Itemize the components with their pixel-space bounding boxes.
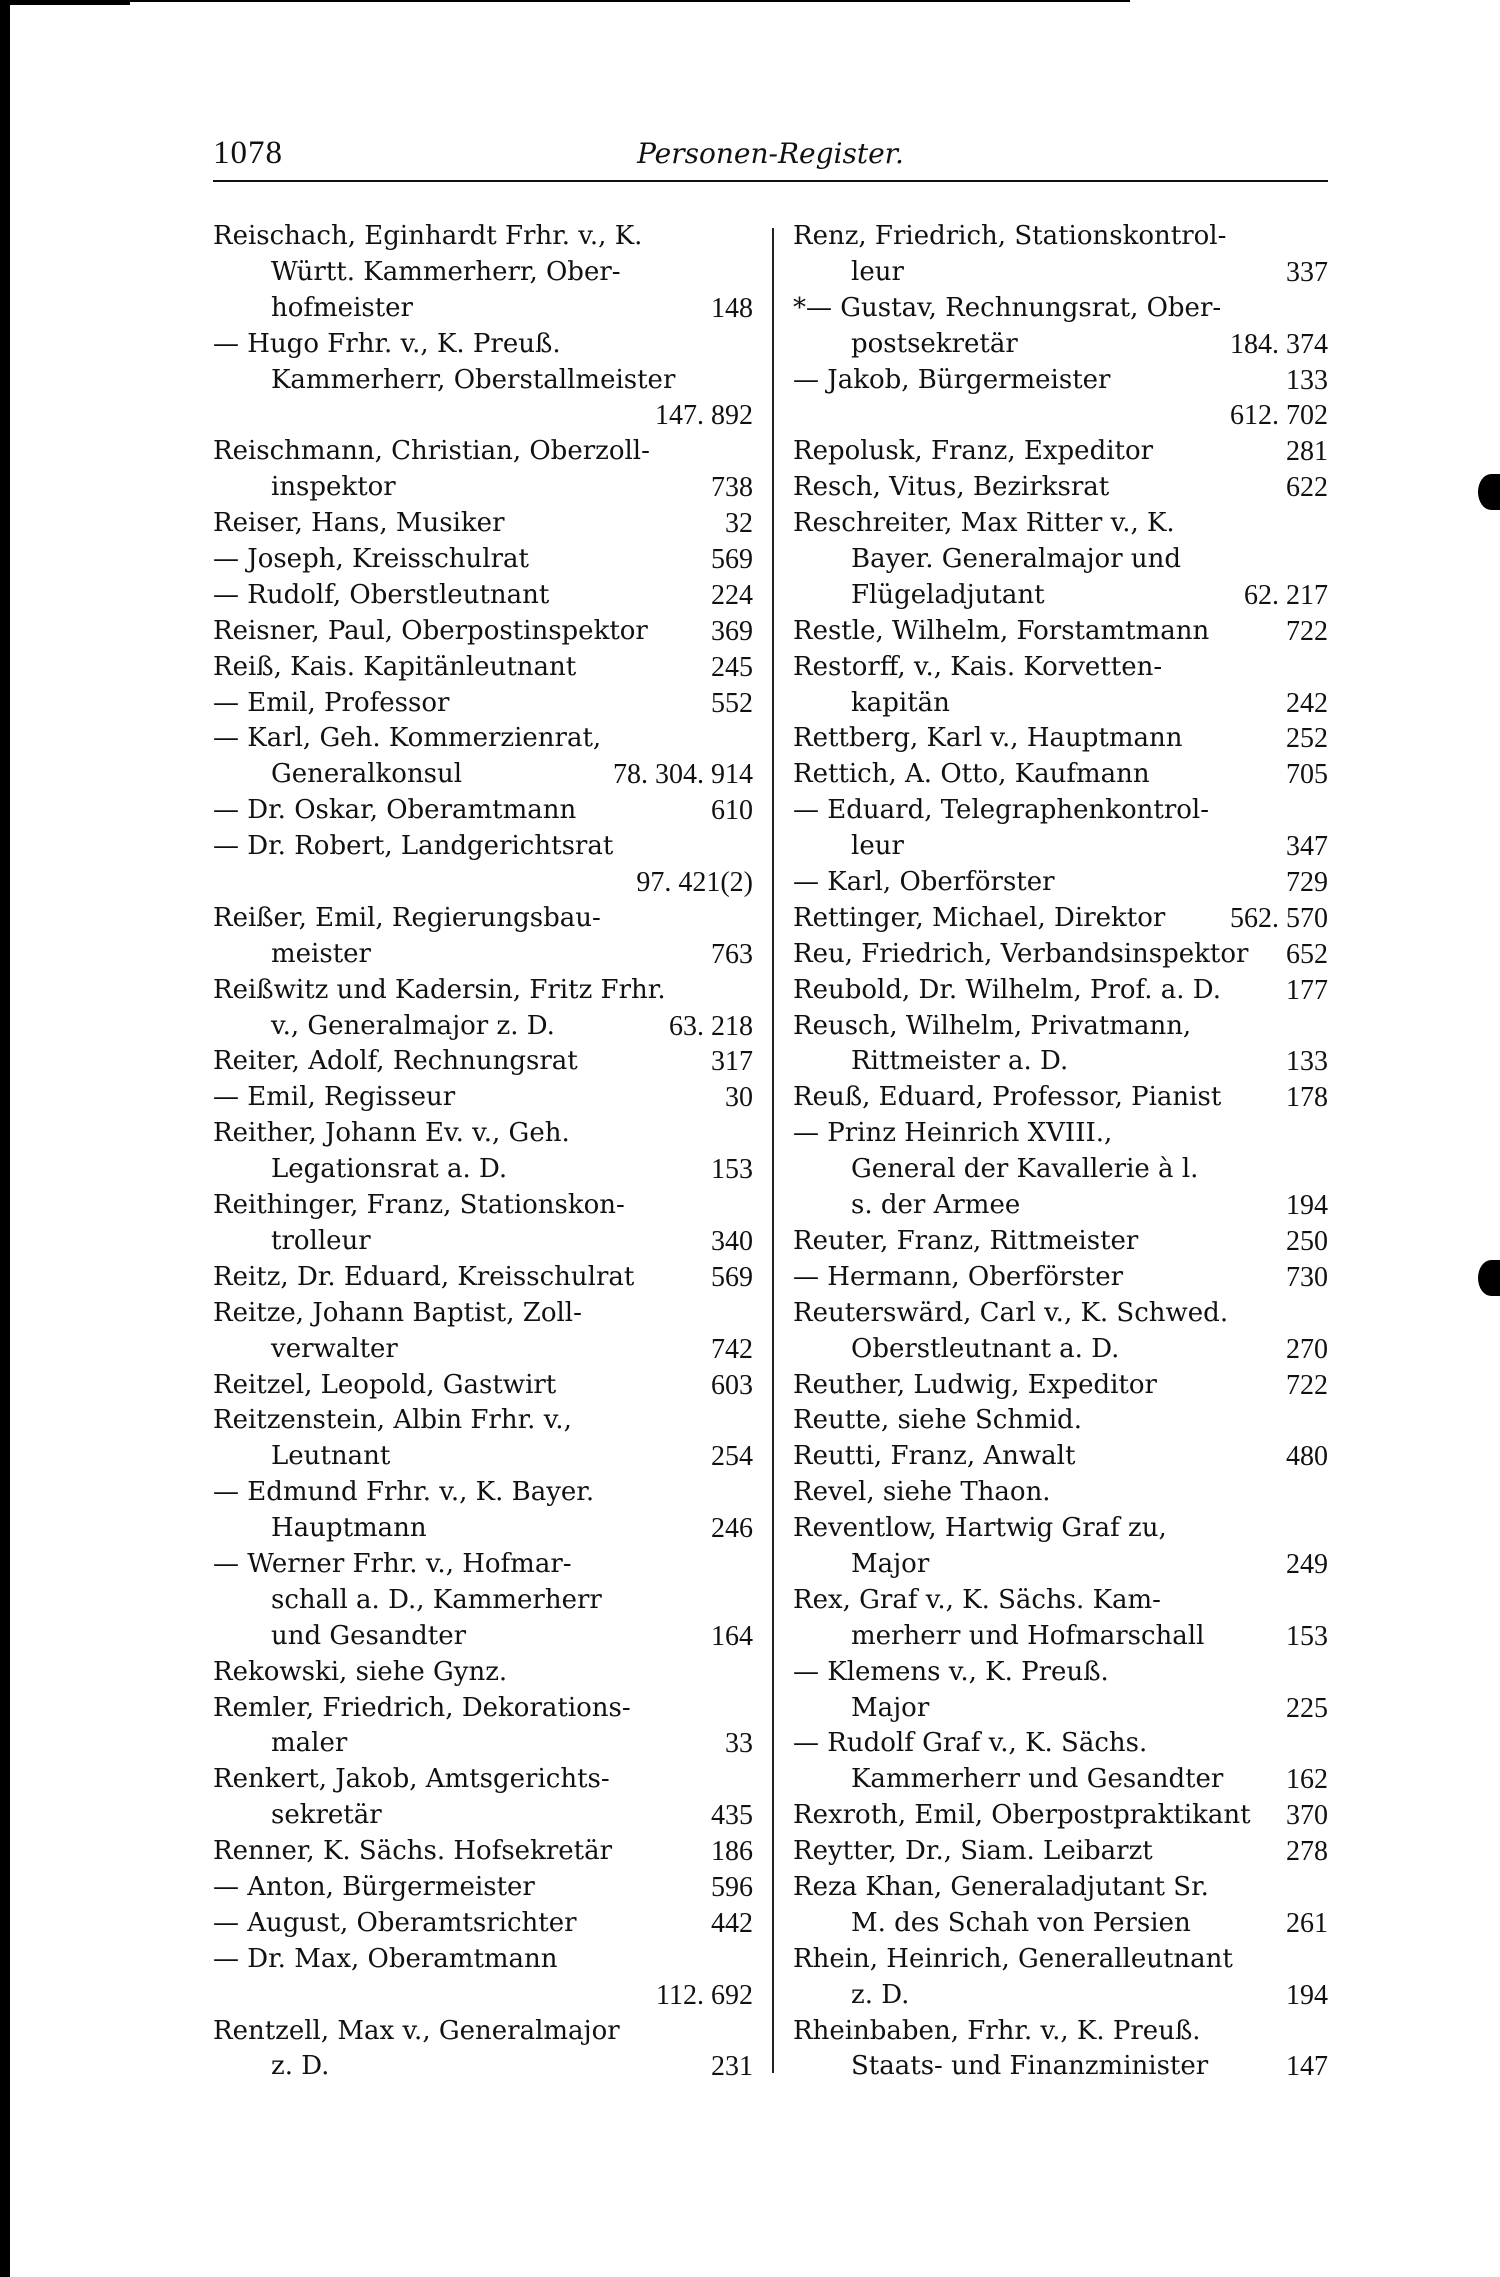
entry-text: Reventlow, Hartwig Graf zu, xyxy=(793,1513,1167,1544)
index-entry-line xyxy=(793,363,1328,399)
entry-text: postsekretär xyxy=(851,328,1018,359)
entry-text: Reytter, Dr., Siam. Leibarzt xyxy=(793,1836,1153,1867)
entry-text: Rentzell, Max v., Generalmajor xyxy=(213,2015,620,2046)
entry-text: General der Kavallerie à l. xyxy=(851,1154,1199,1185)
page-reference: 722 xyxy=(1286,615,1328,647)
entry-text: Major xyxy=(851,1692,930,1723)
entry-text: Revel, siehe Thaon. xyxy=(793,1477,1051,1508)
page-reference: 261 xyxy=(1286,1907,1328,1939)
index-entry-line xyxy=(213,1834,753,1870)
entry-text: sekretär xyxy=(271,1800,382,1831)
entry-text: hofmeister xyxy=(271,292,413,323)
entry-text: Rheinbaben, Frhr. v., K. Preuß. xyxy=(793,2015,1201,2046)
index-entry-line xyxy=(213,1260,753,1296)
index-entry-line xyxy=(213,793,753,829)
index-entry-continuation xyxy=(793,829,1328,865)
entry-text: Reutte, siehe Schmid. xyxy=(793,1405,1082,1436)
entry-text: — Hugo Frhr. v., K. Preuß. xyxy=(213,328,561,359)
entry-text: Reuther, Ludwig, Expeditor xyxy=(793,1369,1157,1400)
entry-text: Kammerherr und Gesandter xyxy=(851,1764,1224,1795)
index-entry-line xyxy=(793,650,1328,686)
entry-text: — Emil, Regisseur xyxy=(213,1082,456,1113)
index-entry-line xyxy=(213,1655,753,1691)
index-entry-line xyxy=(793,1439,1328,1475)
entry-text: — Anton, Bürgermeister xyxy=(213,1871,535,1902)
punch-hole-mark xyxy=(1478,1260,1500,1296)
index-entry-line xyxy=(213,1691,753,1727)
index-entry-line xyxy=(793,434,1328,470)
page-reference: 281 xyxy=(1286,436,1328,468)
entry-text: merherr und Hofmarschall xyxy=(851,1620,1205,1651)
entry-text: — Dr. Oskar, Oberamtmann xyxy=(213,795,577,826)
index-entry-line xyxy=(213,542,753,578)
entry-text: — Rudolf, Oberstleutnant xyxy=(213,579,550,610)
entry-text: Restle, Wilhelm, Forstamtmann xyxy=(793,615,1210,646)
page-reference: 250 xyxy=(1286,1225,1328,1257)
index-entry-continuation xyxy=(793,327,1328,363)
entry-text: Legationsrat a. D. xyxy=(271,1154,508,1185)
entry-text: — Dr. Max, Oberamtmann xyxy=(213,1943,558,1974)
index-entry-line xyxy=(793,1834,1328,1870)
index-entry-continuation xyxy=(793,1188,1328,1224)
index-entry-line xyxy=(793,1368,1328,1404)
page-reference: 317 xyxy=(711,1046,753,1078)
index-entry-line xyxy=(793,973,1328,1009)
index-entry-line xyxy=(213,1475,753,1511)
page-reference: 370 xyxy=(1286,1800,1328,1832)
index-entry-continuation xyxy=(793,542,1328,578)
index-column-right xyxy=(793,219,1328,2085)
page-reference: 245 xyxy=(711,651,753,683)
index-entry-line xyxy=(793,1009,1328,1045)
page-reference: 33 xyxy=(725,1728,753,1760)
entry-text: — Eduard, Telegraphenkontrol- xyxy=(793,795,1210,826)
page-reference: 186 xyxy=(711,1836,753,1868)
page-reference: 148 xyxy=(711,292,753,324)
page-reference: 705 xyxy=(1286,759,1328,791)
entry-text: — Jakob, Bürgermeister xyxy=(793,364,1111,395)
index-entry-continuation xyxy=(213,1332,753,1368)
page-reference: 242 xyxy=(1286,687,1328,719)
entry-text: Repolusk, Franz, Expeditor xyxy=(793,436,1154,467)
index-entry-line xyxy=(793,937,1328,973)
page-reference: 652 xyxy=(1286,938,1328,970)
entry-text: inspektor xyxy=(271,472,396,503)
entry-text: Reitzenstein, Albin Frhr. v., xyxy=(213,1405,572,1436)
page-reference: 347 xyxy=(1286,831,1328,863)
punch-hole-mark xyxy=(1478,474,1500,510)
index-entry-line xyxy=(793,1511,1328,1547)
index-entry-continuation xyxy=(213,398,753,434)
entry-text: Hauptmann xyxy=(271,1513,427,1544)
entry-text: Reiter, Adolf, Rechnungsrat xyxy=(213,1046,578,1077)
index-entry-line xyxy=(213,2014,753,2050)
index-entry-line xyxy=(213,578,753,614)
index-entry-continuation xyxy=(213,1798,753,1834)
page-reference: 562. 570 xyxy=(1230,902,1328,934)
entry-text: Reitze, Johann Baptist, Zoll- xyxy=(213,1297,582,1328)
entry-text: Rettich, A. Otto, Kaufmann xyxy=(793,759,1150,790)
page-reference: 569 xyxy=(711,1261,753,1293)
index-entry-line xyxy=(793,219,1328,255)
page-reference: 97. 421(2) xyxy=(636,867,753,899)
page-reference: 231 xyxy=(711,2051,753,2083)
page-reference: 133 xyxy=(1286,1046,1328,1078)
entry-text: Kammerherr, Oberstallmeister xyxy=(271,364,676,395)
scan-border-top xyxy=(0,0,130,5)
entry-text: leur xyxy=(851,831,904,862)
entry-text: z. D. xyxy=(271,2051,330,2082)
entry-text: leur xyxy=(851,256,904,287)
index-entry-line xyxy=(213,1942,753,1978)
column-separator xyxy=(772,228,774,2073)
index-entry-line xyxy=(793,1080,1328,1116)
page-reference: 270 xyxy=(1286,1333,1328,1365)
entry-text: Reusch, Wilhelm, Privatmann, xyxy=(793,1010,1192,1041)
entry-text: — Karl, Geh. Kommerzienrat, xyxy=(213,723,602,754)
entry-text: Reischmann, Christian, Oberzoll- xyxy=(213,436,650,467)
index-entry-continuation xyxy=(213,757,753,793)
index-entry-line xyxy=(793,721,1328,757)
index-entry-continuation xyxy=(213,1583,753,1619)
index-entry-continuation xyxy=(213,1152,753,1188)
page-reference: 722 xyxy=(1286,1369,1328,1401)
entry-text: — Werner Frhr. v., Hofmar- xyxy=(213,1548,572,1579)
entry-text: — Emil, Professor xyxy=(213,687,450,718)
entry-text: Rittmeister a. D. xyxy=(851,1046,1069,1077)
entry-text: — Dr. Robert, Landgerichtsrat xyxy=(213,831,614,862)
entry-text: Rex, Graf v., K. Sächs. Kam- xyxy=(793,1584,1161,1615)
entry-text: Reiser, Hans, Musiker xyxy=(213,508,505,539)
page-reference: 224 xyxy=(711,579,753,611)
index-entry-continuation xyxy=(793,1906,1328,1942)
index-entry-line xyxy=(213,219,753,255)
entry-text: Major xyxy=(851,1548,930,1579)
entry-text: — Klemens v., K. Preuß. xyxy=(793,1656,1109,1687)
entry-text: s. der Armee xyxy=(851,1190,1021,1221)
page-reference: 147 xyxy=(1286,2051,1328,2083)
index-entry-continuation xyxy=(213,2049,753,2085)
index-entry-line xyxy=(793,865,1328,901)
page-reference: 480 xyxy=(1286,1441,1328,1473)
page-reference: 30 xyxy=(725,1082,753,1114)
index-entry-continuation xyxy=(213,937,753,973)
page-reference: 164 xyxy=(711,1620,753,1652)
index-entry-continuation xyxy=(213,470,753,506)
index-entry-line xyxy=(793,1726,1328,1762)
index-entry-line xyxy=(213,434,753,470)
entry-text: Reza Khan, Generaladjutant Sr. xyxy=(793,1871,1209,1902)
page-reference: 278 xyxy=(1286,1836,1328,1868)
entry-text: verwalter xyxy=(271,1333,398,1364)
page-reference: 177 xyxy=(1286,974,1328,1006)
index-entry-line xyxy=(793,793,1328,829)
index-entry-line xyxy=(213,1044,753,1080)
index-entry-continuation xyxy=(213,1224,753,1260)
index-entry-line xyxy=(793,901,1328,937)
index-entry-continuation xyxy=(213,1511,753,1547)
entry-text: maler xyxy=(271,1728,348,1759)
page-reference: 369 xyxy=(711,615,753,647)
index-entry-continuation xyxy=(793,1978,1328,2014)
page-reference: 622 xyxy=(1286,472,1328,504)
index-entry-continuation xyxy=(213,1009,753,1045)
index-entry-line xyxy=(793,1798,1328,1834)
scan-border-left xyxy=(0,0,10,2277)
page-reference: 612. 702 xyxy=(1230,400,1328,432)
page-reference: 337 xyxy=(1286,256,1328,288)
running-title: Personen-Register. xyxy=(637,137,904,170)
index-entry-line xyxy=(213,1547,753,1583)
entry-text: Reiß, Kais. Kapitänleutnant xyxy=(213,651,577,682)
page-reference: 340 xyxy=(711,1225,753,1257)
index-entry-continuation xyxy=(793,255,1328,291)
entry-text: Rhein, Heinrich, Generalleutnant xyxy=(793,1943,1233,1974)
entry-text: — August, Oberamtsrichter xyxy=(213,1907,577,1938)
entry-text: Reuter, Franz, Rittmeister xyxy=(793,1225,1139,1256)
entry-text: Reitzel, Leopold, Gastwirt xyxy=(213,1369,557,1400)
entry-text: Remler, Friedrich, Dekorations- xyxy=(213,1692,631,1723)
page-number: 1078 xyxy=(213,135,283,171)
index-entry-line xyxy=(213,327,753,363)
index-entry-line xyxy=(793,1116,1328,1152)
page-reference: 225 xyxy=(1286,1692,1328,1724)
index-entry-line xyxy=(213,506,753,542)
entry-text: Leutnant xyxy=(271,1441,391,1472)
page-reference: 569 xyxy=(711,544,753,576)
index-entry-continuation xyxy=(213,291,753,327)
entry-text: Renner, K. Sächs. Hofsekretär xyxy=(213,1836,613,1867)
scan-border-top-thin xyxy=(130,0,1130,2)
entry-text: und Gesandter xyxy=(271,1620,467,1651)
index-entry-continuation xyxy=(793,2049,1328,2085)
entry-text: — Hermann, Oberförster xyxy=(793,1261,1124,1292)
index-entry-line xyxy=(213,1870,753,1906)
entry-text: meister xyxy=(271,938,371,969)
index-entry-line xyxy=(213,1296,753,1332)
index-entry-continuation xyxy=(793,1762,1328,1798)
entry-text: schall a. D., Kammerherr xyxy=(271,1584,602,1615)
index-entry-line xyxy=(213,1080,753,1116)
entry-text: Generalkonsul xyxy=(271,759,463,790)
index-entry-continuation xyxy=(793,578,1328,614)
page-reference: 763 xyxy=(711,938,753,970)
index-entry-line xyxy=(793,470,1328,506)
index-entry-line xyxy=(793,1224,1328,1260)
entry-text: Restorff, v., Kais. Korvetten- xyxy=(793,651,1163,682)
index-entry-line xyxy=(213,973,753,1009)
entry-text: Württ. Kammerherr, Ober- xyxy=(271,256,621,287)
page-reference: 112. 692 xyxy=(656,1979,753,2011)
entry-text: Flügeladjutant xyxy=(851,579,1045,610)
index-entry-continuation xyxy=(213,865,753,901)
page-reference: 194 xyxy=(1286,1190,1328,1222)
index-entry-line xyxy=(793,1260,1328,1296)
index-entry-continuation xyxy=(213,363,753,399)
entry-text: trolleur xyxy=(271,1225,371,1256)
entry-text: Rettberg, Karl v., Hauptmann xyxy=(793,723,1183,754)
entry-text: *— Gustav, Rechnungsrat, Ober- xyxy=(793,292,1222,323)
page-reference: 738 xyxy=(711,472,753,504)
entry-text: Reutti, Franz, Anwalt xyxy=(793,1441,1076,1472)
index-entry-line xyxy=(213,1188,753,1224)
page-reference: 552 xyxy=(711,687,753,719)
index-entry-continuation xyxy=(793,1691,1328,1727)
index-entry-continuation xyxy=(793,1044,1328,1080)
entry-text: Renz, Friedrich, Stationskontrol- xyxy=(793,221,1227,251)
entry-text: Reu, Friedrich, Verbandsinspektor xyxy=(793,938,1249,969)
index-entry-line xyxy=(213,829,753,865)
page-reference: 254 xyxy=(711,1441,753,1473)
index-entry-line xyxy=(213,901,753,937)
page-reference: 249 xyxy=(1286,1548,1328,1580)
index-entry-continuation xyxy=(213,255,753,291)
entry-text: Renkert, Jakob, Amtsgerichts- xyxy=(213,1764,610,1795)
index-entry-line xyxy=(793,1942,1328,1978)
entry-text: — Rudolf Graf v., K. Sächs. xyxy=(793,1728,1148,1759)
entry-text: Rekowski, siehe Gynz. xyxy=(213,1656,508,1687)
entry-text: Reisner, Paul, Oberpostinspektor xyxy=(213,615,648,646)
page-reference: 78. 304. 914 xyxy=(613,759,753,791)
entry-text: Reischach, Eginhardt Frhr. v., K. xyxy=(213,221,643,251)
entry-text: Rexroth, Emil, Oberpostpraktikant xyxy=(793,1800,1251,1831)
index-entry-continuation xyxy=(793,398,1328,434)
index-entry-line xyxy=(213,1368,753,1404)
index-entry-continuation xyxy=(213,1619,753,1655)
entry-text: z. D. xyxy=(851,1979,910,2010)
index-entry-continuation xyxy=(213,1439,753,1475)
entry-text: — Joseph, Kreisschulrat xyxy=(213,544,529,575)
page-reference: 62. 217 xyxy=(1244,579,1328,611)
index-entry-line xyxy=(213,721,753,757)
page-reference: 194 xyxy=(1286,1979,1328,2011)
index-entry-line xyxy=(213,1906,753,1942)
index-entry-line xyxy=(213,614,753,650)
page-reference: 162 xyxy=(1286,1764,1328,1796)
index-entry-line xyxy=(793,1583,1328,1619)
entry-text: Staats- und Finanzminister xyxy=(851,2051,1209,2082)
index-entry-line xyxy=(793,1655,1328,1691)
index-column-left xyxy=(213,219,753,2085)
page-reference: 153 xyxy=(711,1154,753,1186)
page-reference: 246 xyxy=(711,1513,753,1545)
page-reference: 153 xyxy=(1286,1620,1328,1652)
index-entry-line xyxy=(793,757,1328,793)
page-reference: 252 xyxy=(1286,723,1328,755)
page-reference: 435 xyxy=(711,1800,753,1832)
index-entry-line xyxy=(213,1403,753,1439)
index-entry-line xyxy=(793,1870,1328,1906)
entry-text: — Prinz Heinrich XVIII., xyxy=(793,1118,1113,1149)
page-reference: 147. 892 xyxy=(655,400,753,432)
page-reference: 133 xyxy=(1286,364,1328,396)
index-entry-line xyxy=(793,291,1328,327)
page-reference: 178 xyxy=(1286,1082,1328,1114)
index-entry-continuation xyxy=(213,1726,753,1762)
entry-text: Reitz, Dr. Eduard, Kreisschulrat xyxy=(213,1261,635,1292)
entry-text: Resch, Vitus, Bezirksrat xyxy=(793,472,1110,503)
index-entry-line xyxy=(213,650,753,686)
index-entry-line xyxy=(213,1116,753,1152)
entry-text: — Karl, Oberförster xyxy=(793,867,1055,898)
entry-text: Bayer. Generalmajor und xyxy=(851,544,1182,575)
index-entry-continuation xyxy=(793,686,1328,722)
entry-text: Reither, Johann Ev. v., Geh. xyxy=(213,1118,570,1149)
index-entry-line xyxy=(793,2014,1328,2050)
entry-text: Rettinger, Michael, Direktor xyxy=(793,902,1166,933)
entry-text: kapitän xyxy=(851,687,950,718)
page-reference: 742 xyxy=(711,1333,753,1365)
page-reference: 442 xyxy=(711,1907,753,1939)
entry-text: Reuterswärd, Carl v., K. Schwed. xyxy=(793,1297,1229,1328)
page-reference: 184. 374 xyxy=(1230,328,1328,360)
entry-text: — Edmund Frhr. v., K. Bayer. xyxy=(213,1477,595,1508)
entry-text: Reißer, Emil, Regierungsbau- xyxy=(213,902,601,933)
entry-text: M. des Schah von Persien xyxy=(851,1907,1191,1938)
index-entry-line xyxy=(793,1403,1328,1439)
index-entry-continuation xyxy=(793,1619,1328,1655)
index-entry-continuation xyxy=(213,1978,753,2014)
entry-text: v., Generalmajor z. D. xyxy=(271,1010,555,1041)
index-entry-line xyxy=(793,1296,1328,1332)
entry-text: Reuß, Eduard, Professor, Pianist xyxy=(793,1082,1222,1113)
entry-text: Reißwitz und Kadersin, Fritz Frhr. xyxy=(213,974,666,1005)
index-entry-continuation xyxy=(793,1332,1328,1368)
page-reference: 32 xyxy=(725,508,753,540)
index-entry-line xyxy=(793,1475,1328,1511)
page-reference: 730 xyxy=(1286,1261,1328,1293)
index-entry-line xyxy=(213,686,753,722)
index-entry-line xyxy=(213,1762,753,1798)
page-header xyxy=(213,135,1328,175)
entry-text: Reschreiter, Max Ritter v., K. xyxy=(793,508,1175,539)
page-reference: 596 xyxy=(711,1871,753,1903)
page-reference: 610 xyxy=(711,795,753,827)
entry-text: Oberstleutnant a. D. xyxy=(851,1333,1120,1364)
header-rule xyxy=(213,180,1328,182)
index-entry-line xyxy=(793,614,1328,650)
entry-text: Reubold, Dr. Wilhelm, Prof. a. D. xyxy=(793,974,1221,1005)
entry-text: Reithinger, Franz, Stationskon- xyxy=(213,1190,625,1221)
index-entry-continuation xyxy=(793,1547,1328,1583)
page-reference: 63. 218 xyxy=(669,1010,753,1042)
index-entry-continuation xyxy=(793,1152,1328,1188)
page-reference: 603 xyxy=(711,1369,753,1401)
page-reference: 729 xyxy=(1286,867,1328,899)
index-entry-line xyxy=(793,506,1328,542)
